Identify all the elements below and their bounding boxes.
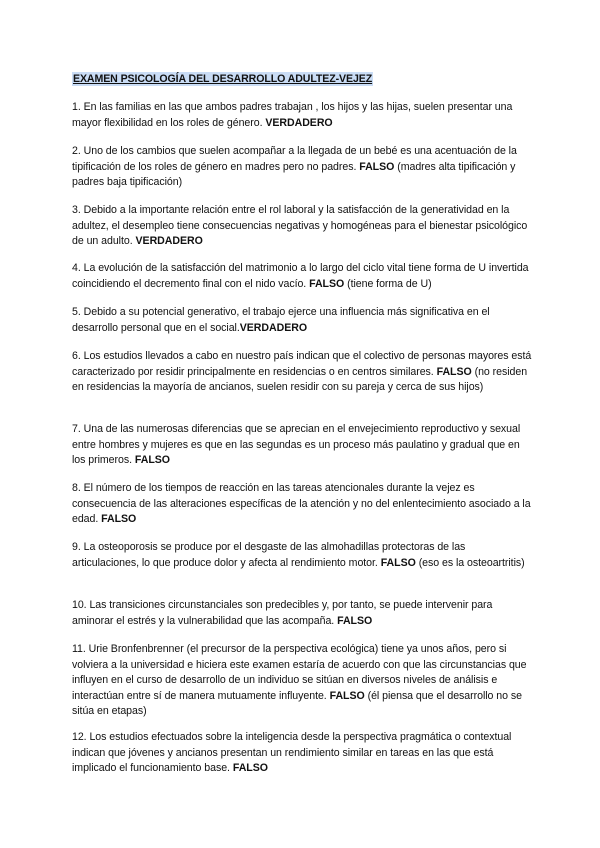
- question-text: 10. Las transiciones circunstanciales son predecibles y, por tanto, se puede intervenir para aminorar el estrés y la vulnerabilidad que las acompaña.: [72, 599, 493, 627]
- question-7: [72, 422, 534, 469]
- question-text: 11. Urie Bronfenbrenner (el precursor de la perspectiva ecológica) tiene ya unos años, pero si volviera a la universidad e hiciera este examen estaría de acuerdo con que las circunstancias que influyen en el curso de desarrollo de un individuo se sitúan en diversos niveles de análisis e interactúan entre sí de manera mutuamente influyente.: [72, 643, 527, 702]
- question-text: 1. En las familias en las que ambos padres trabajan , los hijos y las hijas, suelen presentar una mayor flexibilidad en los roles de género.: [72, 101, 513, 129]
- answer: VERDADERO: [135, 235, 203, 248]
- question-11: [72, 642, 534, 720]
- question-text: 5. Debido a su potencial generativo, el trabajo ejerce una influencia más significativa en el desarrollo personal que en el social.: [72, 306, 490, 334]
- question-text: 4. La evolución de la satisfacción del matrimonio a lo largo del ciclo vital tiene forma de U invertida coincidiendo el decremento final con el nido vacío.: [72, 262, 529, 290]
- answer: FALSO: [101, 513, 137, 526]
- question-12: [72, 730, 534, 777]
- answer: FALSO: [134, 454, 170, 467]
- question-text: 7. Una de las numerosas diferencias que se aprecian en el envejecimiento reproductivo y sexual entre hombres y mujeres es que en las segundas es un proceso más paulatino y gradual que en los primeros.: [72, 423, 521, 467]
- question-3: [72, 203, 534, 250]
- answer: FALSO: [232, 762, 268, 775]
- question-4: [72, 261, 534, 292]
- question-text: 9. La osteoporosis se produce por el desgaste de las almohadillas protectoras de las articulaciones, lo que produce dolor y afecta al rendimiento motor.: [72, 541, 466, 569]
- answer-note: (eso es la osteoartritis): [418, 556, 525, 569]
- question-8: [72, 481, 534, 528]
- answer-note: (él piensa que el desarrollo no se sitúa en etapas): [72, 689, 522, 718]
- answer: VERDADERO: [265, 116, 333, 129]
- answer: FALSO: [359, 160, 395, 173]
- question-10: [72, 598, 534, 629]
- answer: FALSO: [329, 689, 365, 702]
- answer-note: (no residen en residencias la mayoría de ancianos, suelen residir con su pareja y cerca de sus hijos): [72, 365, 528, 394]
- answer: FALSO: [380, 556, 416, 569]
- question-2: [72, 144, 534, 191]
- question-text: 8. El número de los tiempos de reacción en las tareas atencionales durante la vejez es consecuencia de las alteraciones específicas de la atención y no del enlentecimiento asociado a la edad.: [72, 482, 531, 526]
- question-9: [72, 540, 534, 571]
- answer-note: (tiene forma de U): [347, 277, 432, 290]
- question-5: [72, 305, 534, 336]
- question-1: [72, 100, 534, 131]
- question-text: 2. Uno de los cambios que suelen acompañar a la llegada de un bebé es una acentuación de la tipificación de los roles de género en madres pero no padres.: [72, 145, 517, 173]
- question-6: [72, 349, 534, 396]
- question-text: 3. Debido a la importante relación entre el rol laboral y la satisfacción de la generatividad en la adultez, el desempleo tiene consecuencias negativas y homogéneas para el bienestar psicológico de un adulto.: [72, 204, 528, 248]
- question-text: 6. Los estudios llevados a cabo en nuestro país indican que el colectivo de personas mayores está caracterizado por residir principalmente en residencias o en centros similares.: [72, 350, 532, 378]
- document-title: EXAMEN PSICOLOGÍA DEL DESARROLLO ADULTEZ-VEJEZ: [73, 73, 373, 85]
- answer-note: (madres alta tipificación y padres baja tipificación): [72, 160, 516, 189]
- question-text: 12. Los estudios efectuados sobre la inteligencia desde la perspectiva pragmática o contextual indican que jóvenes y ancianos presentan un rendimiento similar en tareas en las que está implicado el funcionamiento base.: [72, 731, 512, 775]
- answer: FALSO: [309, 277, 345, 290]
- answer: VERDADERO: [239, 321, 308, 334]
- answer: FALSO: [436, 365, 472, 378]
- answer: FALSO: [337, 614, 373, 627]
